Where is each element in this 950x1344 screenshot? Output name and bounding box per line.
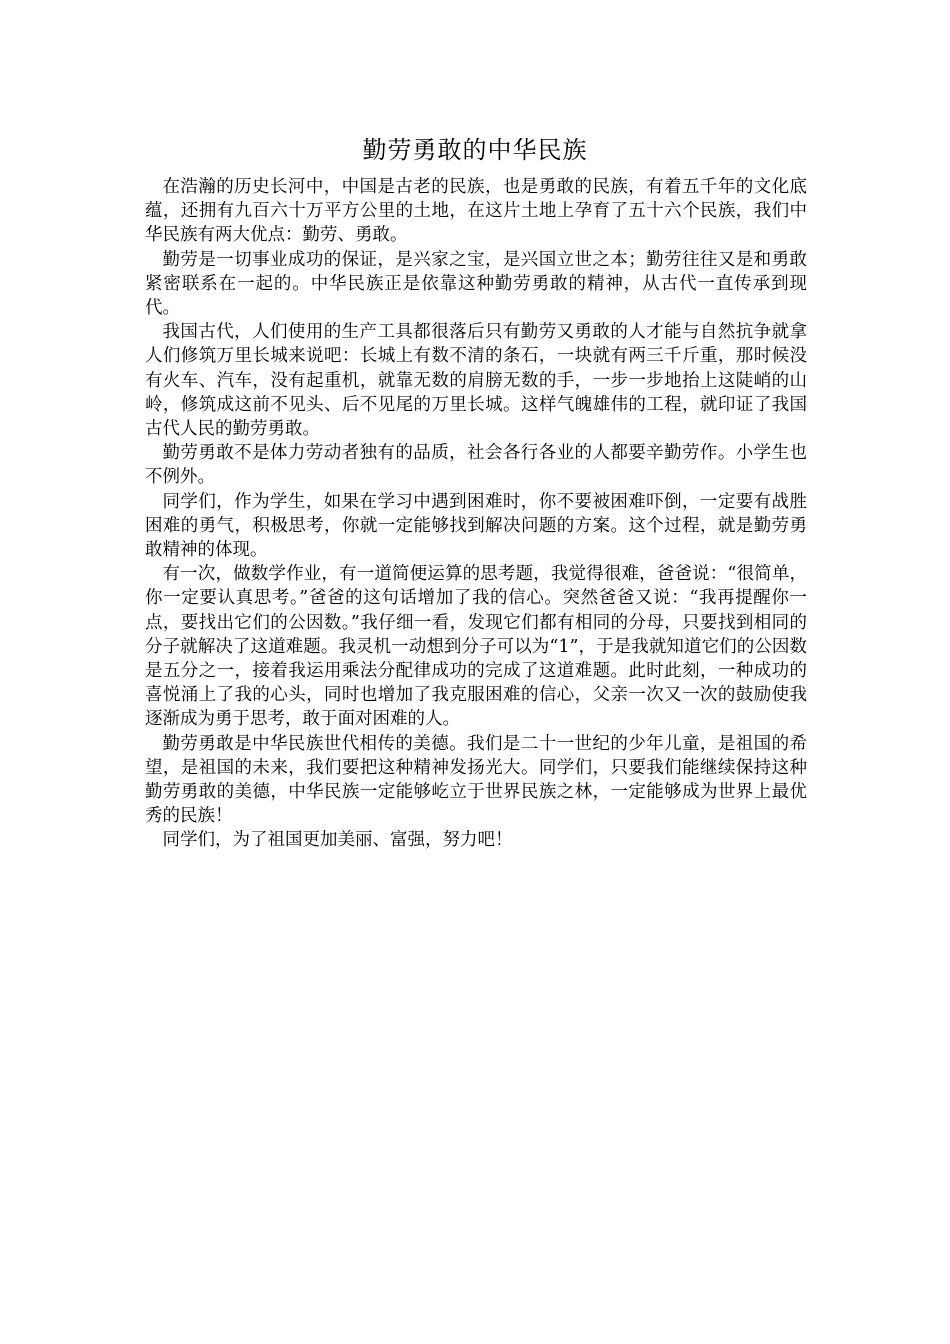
- paragraph-5: 同学们，作为学生，如果在学习中遇到困难时，你不要被困难吓倒，一定要有战胜困难的勇气，积极思考，你就一定能够找到解决问题的方案。这个过程，就是勤劳勇敢精神的体现。: [145, 491, 807, 561]
- paragraph-7: 勤劳勇敢是中华民族世代相传的美德。我们是二十一世纪的少年儿童，是祖国的希望，是祖国的未来，我们要把这种精神发扬光大。同学们，只要我们能继续保持这种勤劳勇敢的美德，中华民族一定能够屹立于世界民族之林，一定能够成为世界上最优秀的民族！: [145, 733, 807, 827]
- document-body: [145, 175, 807, 853]
- paragraph-3: 我国古代，人们使用的生产工具都很落后只有勤劳又勇敢的人才能与自然抗争就拿人们修筑万里长城来说吧：长城上有数不清的条石，一块就有两三千斤重，那时候没有火车、汽车，没有起重机，就靠无数的肩膀无数的手，一步一步地抬上这陡峭的山岭，修筑成这前不见头、后不见尾的万里长城。这样气魄雄伟的工程，就印证了我国古代人民的勤劳勇敢。: [145, 322, 807, 440]
- paragraph-6: 有一次，做数学作业，有一道简便运算的思考题，我觉得很难，爸爸说：“很简单，你一定要认真思考。”爸爸的这句话增加了我的信心。突然爸爸又说：“我再提醒你一点，要找出它们的公因数。”我仔细一看，发现它们都有相同的分母，只要找到相同的分子就解决了这道难题。我灵机一动想到分子可以为“1”，于是我就知道它们的公因数是五分之一，接着我运用乘法分配律成功的完成了这道难题。此时此刻，一种成功的喜悦涌上了我的心头，同时也增加了我克服困难的信心，父亲一次又一次的鼓励使我逐渐成为勇于思考，敢于面对困难的人。: [145, 564, 807, 730]
- paragraph-8: 同学们，为了祖国更加美丽、富强，努力吧！: [162, 830, 513, 851]
- paragraph-1: 在浩瀚的历史长河中，中国是古老的民族，也是勇敢的民族，有着五千年的文化底蕴，还拥有九百六十万平方公里的土地，在这片土地上孕育了五十六个民族，我们中华民族有两大优点：勤劳、勇敢。: [145, 177, 807, 246]
- document-title: 勤劳勇敢的中华民族: [362, 136, 588, 164]
- paragraph-2: 勤劳是一切事业成功的保证，是兴家之宝，是兴国立世之本；勤劳往往又是和勇敢紧密联系在一起的。中华民族正是依靠这种勤劳勇敢的精神，从古代一直传承到现代。: [145, 249, 807, 319]
- paragraph-4: 勤劳勇敢不是体力劳动者独有的品质，社会各行各业的人都要辛勤劳作。小学生也不例外。: [145, 443, 807, 488]
